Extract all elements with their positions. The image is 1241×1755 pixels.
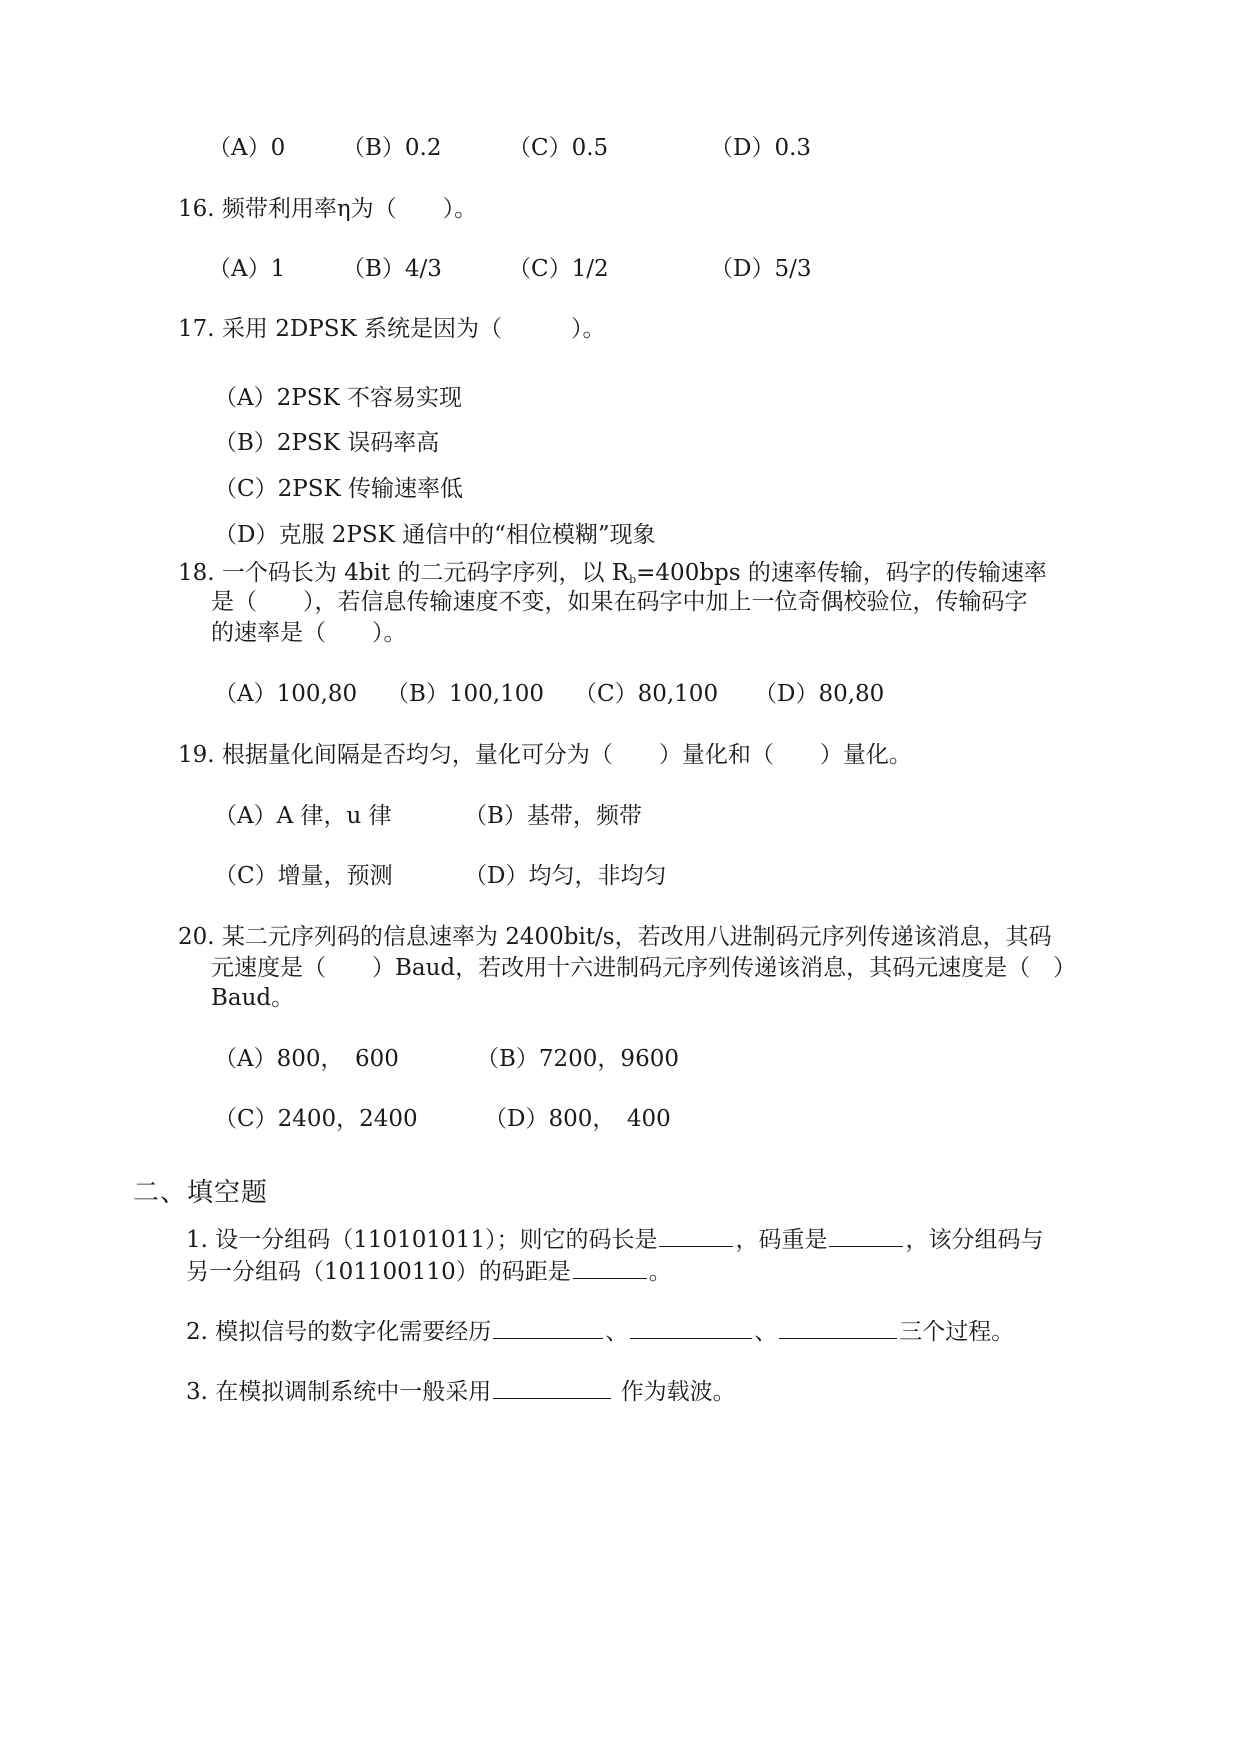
q15-option-a: （A）0 (208, 135, 286, 161)
q20-option-d: （D）800， 400 (484, 1106, 671, 1132)
q17-option-d: （D）克服 2PSK 通信中的“相位模糊”现象 (214, 522, 656, 548)
fill-q1-text-b: ，码重是 (735, 1227, 828, 1253)
q16-question: 16. 频带利用率η为（ ）。 (178, 196, 478, 222)
q18-option-a: （A）100,80 (214, 681, 358, 707)
q20-question-line1: 20. 某二元序列码的信息速率为 2400bit/s，若改用八进制码元序列传递该消息，其码 (178, 924, 1052, 950)
fill-q1-text-d: 另一分组码（101100110）的码距是 (186, 1259, 571, 1285)
q17-option-b: （B）2PSK 误码率高 (214, 430, 440, 456)
q19-option-d: （D）均匀，非均匀 (464, 863, 667, 889)
fill-q1-text-e: 。 (648, 1259, 672, 1285)
q20-question-line2: 元速度是（ ）Baud，若改用十六进制码元序列传递该消息，其码元速度是（ ） (211, 955, 1077, 981)
q16-option-b: （B）4/3 (342, 256, 442, 282)
fill-q1-line1 (186, 1224, 1043, 1255)
fill-q2-text-b: 、 (605, 1319, 629, 1345)
q18-subscript: b (629, 573, 637, 586)
fill-q1-blank-code-length[interactable] (659, 1224, 733, 1247)
q17-option-a: （A）2PSK 不容易实现 (214, 385, 462, 411)
fill-q1-text-c: ，该分组码与 (905, 1227, 1044, 1253)
q18-option-c: （C）80,100 (574, 681, 719, 707)
q15-option-d: （D）0.3 (710, 135, 812, 161)
q20-option-a: （A）800， 600 (214, 1046, 399, 1072)
q20-question-line3: Baud。 (211, 985, 295, 1011)
fill-q2-text-a: 2. 模拟信号的数字化需要经历 (186, 1319, 492, 1345)
q18-line1-pre: 18. 一个码长为 4bit 的二元码字序列，以 R (178, 560, 630, 586)
q18-option-d: （D）80,80 (754, 681, 885, 707)
q20-option-b: （B）7200，9600 (476, 1046, 679, 1072)
q16-option-c: （C）1/2 (508, 256, 609, 282)
fill-q3-text-a: 3. 在模拟调制系统中一般采用 (186, 1379, 492, 1405)
fill-q2-text-d: 三个过程。 (899, 1319, 1015, 1345)
fill-q2-blank-1[interactable] (493, 1316, 603, 1339)
q18-question-line2: 是（ ），若信息传输速度不变，如果在码字中加上一位奇偶校验位，传输码字 (211, 589, 1028, 615)
q17-option-c: （C）2PSK 传输速率低 (214, 476, 463, 502)
fill-q3-text-b: 作为载波。 (613, 1379, 736, 1405)
fill-q1-line2 (186, 1256, 672, 1287)
q18-line1-post: =400bps 的速率传输，码字的传输速率 (636, 560, 1047, 586)
fill-q3 (186, 1376, 736, 1407)
fill-q2-blank-3[interactable] (779, 1316, 897, 1339)
q17-question: 17. 采用 2DPSK 系统是因为（ ）。 (178, 316, 606, 342)
fill-q1-text-a: 1. 设一分组码（110101011）；则它的码长是 (186, 1227, 658, 1253)
q16-option-a: （A）1 (208, 256, 286, 282)
fill-q2-blank-2[interactable] (630, 1316, 752, 1339)
q19-option-a: （A）A 律，u 律 (214, 803, 392, 829)
q19-option-b: （B）基带，频带 (464, 803, 642, 829)
q18-question-line3: 的速率是（ ）。 (211, 620, 407, 646)
q20-option-c: （C）2400，2400 (214, 1106, 418, 1132)
q15-option-c: （C）0.5 (508, 135, 609, 161)
q18-option-b: （B）100,100 (386, 681, 545, 707)
section-title: 二、填空题 (133, 1178, 269, 1208)
fill-q2-text-c: 、 (754, 1319, 778, 1345)
fill-q1-blank-code-weight[interactable] (829, 1224, 903, 1247)
q16-option-d: （D）5/3 (710, 256, 812, 282)
fill-q3-blank[interactable] (493, 1376, 611, 1399)
q19-question: 19. 根据量化间隔是否均匀，量化可分为（ ）量化和（ ）量化。 (178, 742, 912, 768)
fill-q1-blank-code-distance[interactable] (573, 1256, 647, 1279)
q15-option-b: （B）0.2 (342, 135, 442, 161)
q19-option-c: （C）增量，预测 (214, 863, 393, 889)
fill-q2 (186, 1316, 1014, 1347)
